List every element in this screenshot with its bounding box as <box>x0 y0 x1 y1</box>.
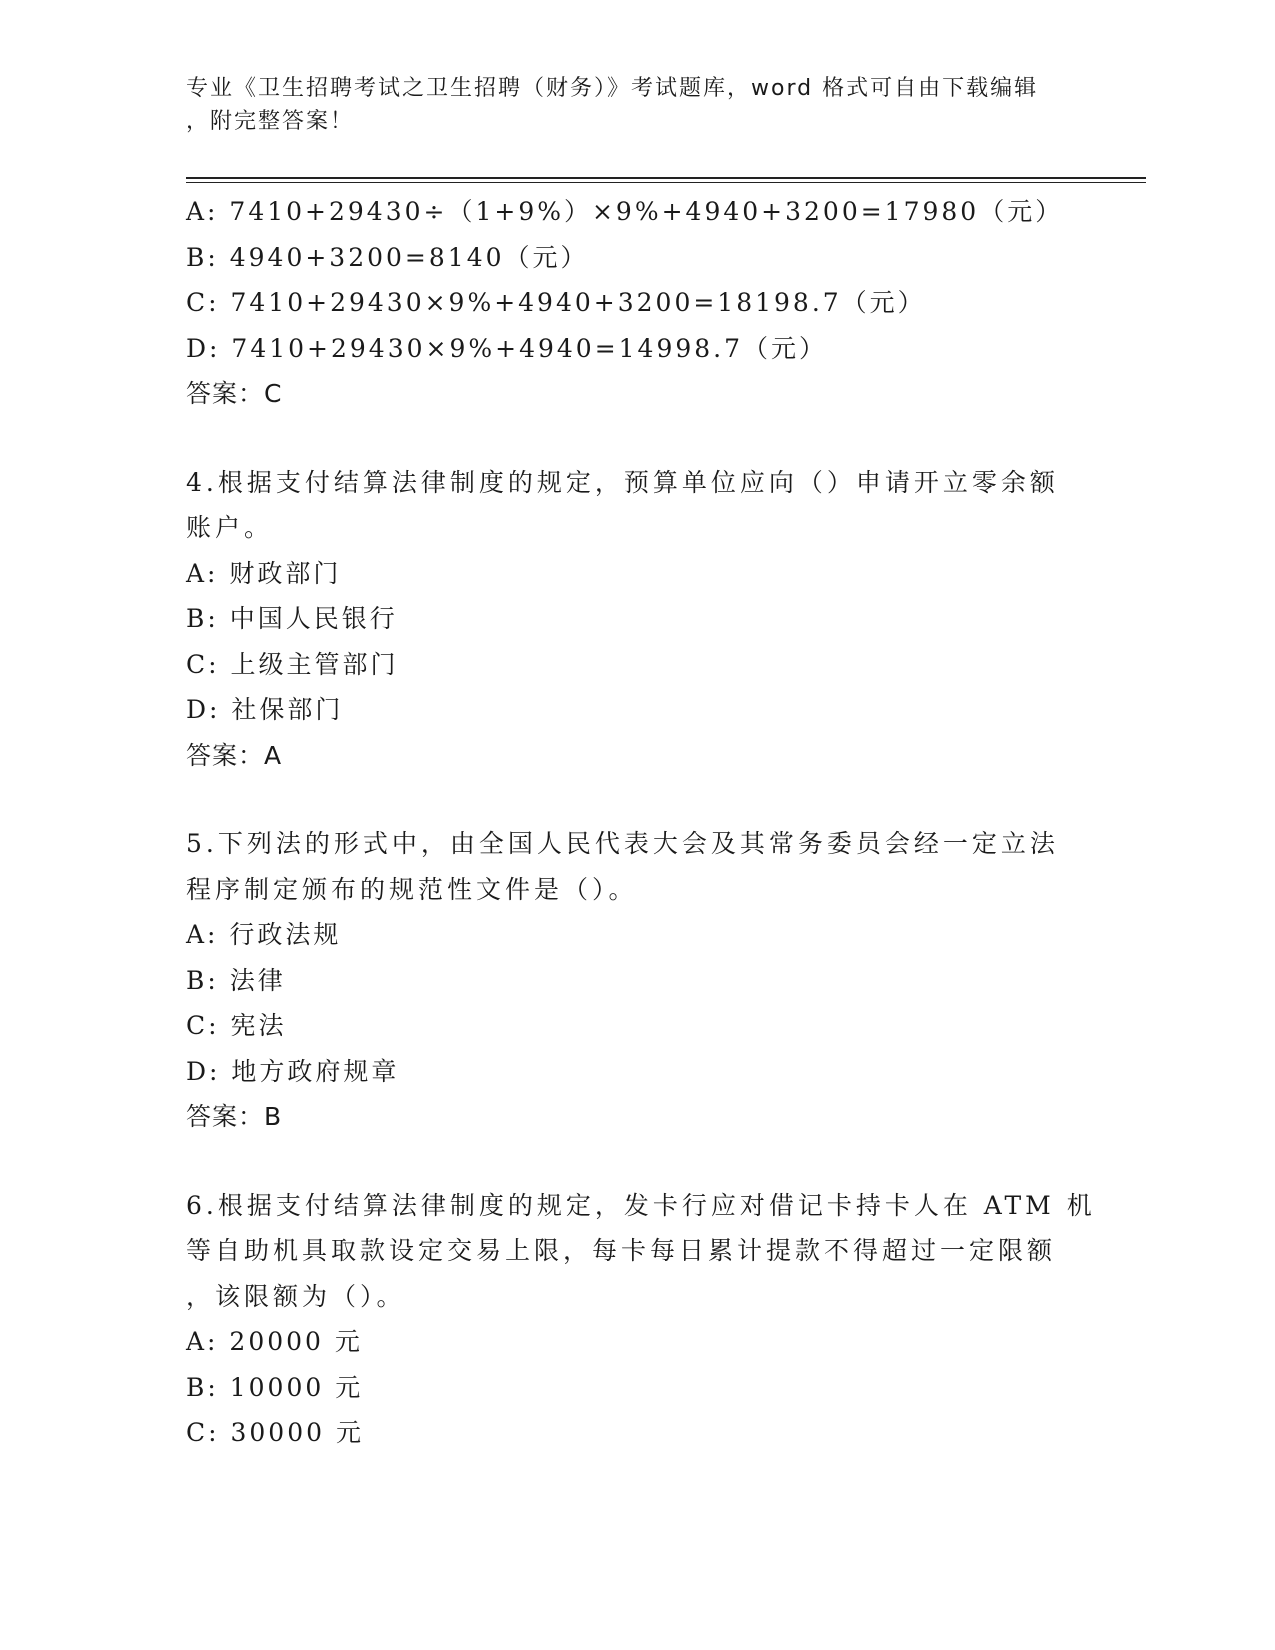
option-a: A: 财政部门 <box>186 558 342 588</box>
header-rule-thick <box>186 177 1146 179</box>
question-stem: 程序制定颁布的规范性文件是（）。 <box>186 874 638 904</box>
answer: 答案：A <box>186 740 283 770</box>
question-stem: 4.根据支付结算法律制度的规定，预算单位应向（）申请开立零余额 <box>186 467 1059 497</box>
answer: 答案：C <box>186 379 283 408</box>
header-line-2: ，附完整答案！ <box>186 109 355 134</box>
option-c: C: 宪法 <box>186 1011 287 1040</box>
question-6 <box>186 1183 1096 1456</box>
question-stem: 5.下列法的形式中，由全国人民代表大会及其常务委员会经一定立法 <box>186 829 1059 858</box>
question-3 <box>186 189 1066 417</box>
option-c: C: 7410+29430×9%+4940+3200=18198.7（元） <box>186 288 926 317</box>
option-a: A: 7410+29430÷（1+9%）×9%+4940+3200=17980（元） <box>186 197 1064 226</box>
option-d: D: 社保部门 <box>186 695 344 724</box>
question-stem: ，该限额为（）。 <box>186 1281 406 1311</box>
option-b: B: 4940+3200=8140（元） <box>186 242 589 272</box>
option-d: D: 地方政府规章 <box>186 1056 400 1086</box>
option-c: C: 30000 元 <box>186 1418 364 1447</box>
question-4 <box>186 460 1066 779</box>
question-stem: 等自助机具取款设定交易上限，每卡每日累计提款不得超过一定限额 <box>186 1236 1057 1265</box>
question-5 <box>186 821 1066 1140</box>
question-list <box>186 189 1096 1456</box>
option-a: A: 行政法规 <box>186 920 342 949</box>
question-stem: 账户。 <box>186 513 274 542</box>
answer: 答案：B <box>186 1102 283 1131</box>
header-line-1: 专业《卫生招聘考试之卫生招聘（财务）》考试题库，word 格式可自由下载编辑 <box>186 76 1039 101</box>
option-b: B: 中国人民银行 <box>186 604 398 633</box>
question-stem: 6.根据支付结算法律制度的规定，发卡行应对借记卡持卡人在 ATM 机 <box>186 1190 1096 1220</box>
option-b: B: 法律 <box>186 965 286 995</box>
option-d: D: 7410+29430×9%+4940=14998.7（元） <box>186 333 828 363</box>
header-rule-thin <box>186 182 1146 183</box>
option-b: B: 10000 元 <box>186 1372 364 1402</box>
document-header <box>186 72 1066 138</box>
option-a: A: 20000 元 <box>186 1327 363 1356</box>
option-c: C: 上级主管部门 <box>186 649 399 679</box>
